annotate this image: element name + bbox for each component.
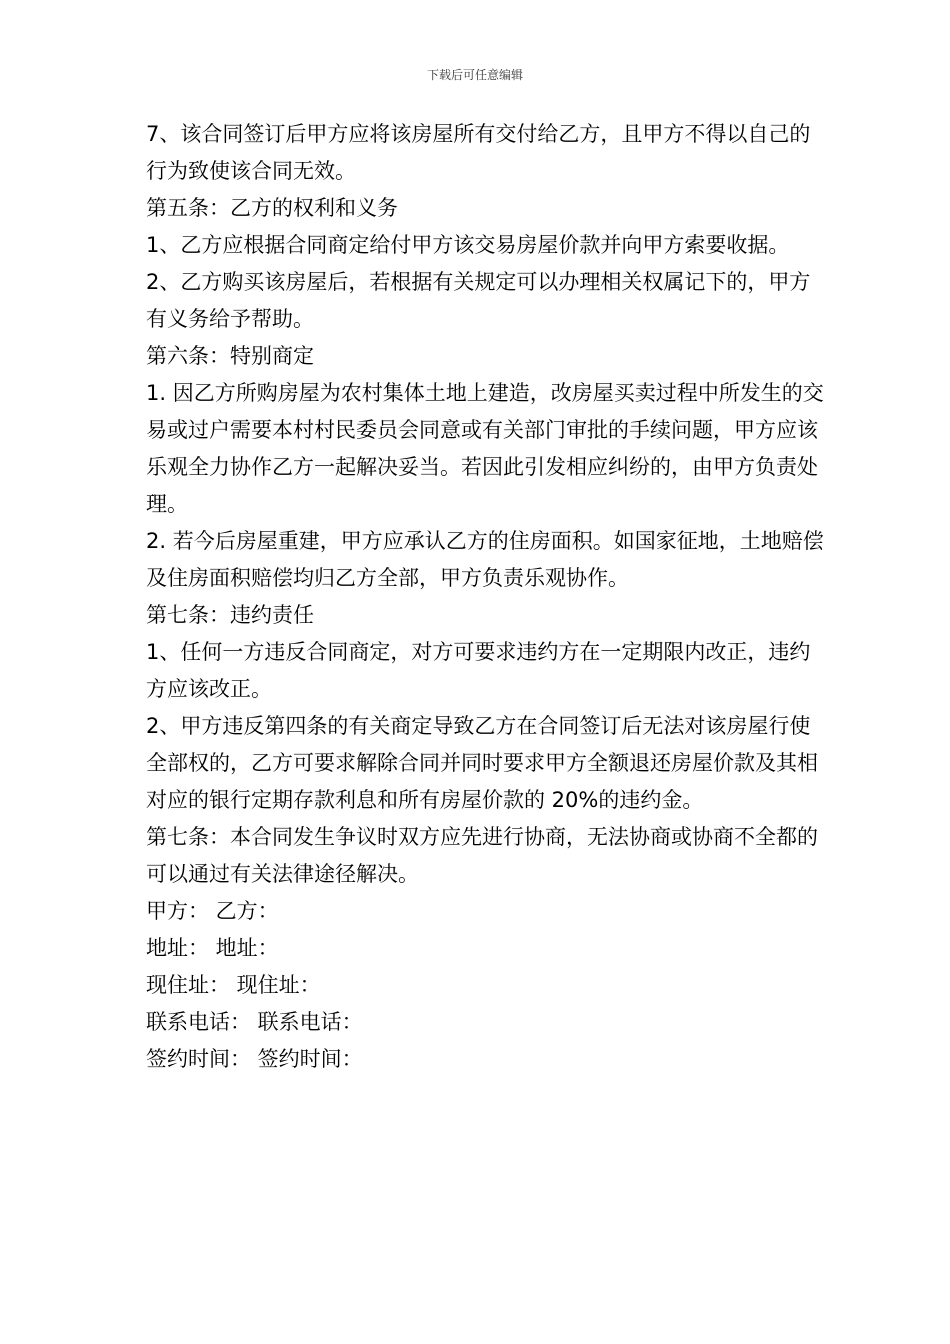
signature-date-line: 签约时间： 签约时间：: [146, 1047, 363, 1071]
signature-address-line: 地址： 地址：: [146, 936, 279, 960]
article-7-item-1: 1、任何一方违反合同商定，对方可要求违约方在一定期限内改正，违约方应该改正。: [146, 640, 811, 701]
clause-4-item-7: 7、该合同签订后甲方应将该房屋所有交付给乙方，且甲方不得以自己的行为致使该合同无效。: [146, 122, 811, 183]
article-7-dispute: 第七条：本合同发生争议时双方应先进行协商，无法协商或协商不全都的可以通过有关法律途径解决。: [146, 825, 818, 886]
signature-party-line: 甲方： 乙方：: [146, 899, 279, 923]
article-5-item-1: 1、乙方应根据合同商定给付甲方该交易房屋价款并向甲方索要收据。: [146, 233, 790, 257]
signature-phone-line: 联系电话： 联系电话：: [146, 1010, 363, 1034]
article-6-heading: 第六条：特别商定: [146, 344, 314, 368]
article-5-item-2: 2、乙方购买该房屋后，若根据有关规定可以办理相关权属记下的，甲方有义务给予帮助。: [146, 270, 811, 331]
article-7-item-2: 2、甲方违反第四条的有关商定导致乙方在合同签订后无法对该房屋行使全部权的，乙方可要求解除合同并同时要求甲方全额退还房屋价款及其相对应的银行定期存款利息和所有房屋价款的 20%的违约金。: [146, 714, 818, 812]
page-header: 下载后可任意编辑: [426, 68, 523, 82]
document-body: [146, 116, 826, 1078]
signature-current-address-line: 现住址： 现住址：: [146, 973, 321, 997]
article-6-item-1: 1. 因乙方所购房屋为农村集体土地上建造，改房屋买卖过程中所发生的交易或过户需要本村村民委员会同意或有关部门审批的手续问题，甲方应该乐观全力协作乙方一起解决妥当。若因此引发相应纠纷的，由甲方负责处理。: [146, 381, 824, 516]
article-5-heading: 第五条：乙方的权利和义务: [146, 196, 398, 220]
article-6-item-2: 2. 若今后房屋重建，甲方应承认乙方的住房面积。如国家征地，土地赔偿及住房面积赔偿均归乙方全部，甲方负责乐观协作。: [146, 529, 824, 590]
article-7-heading: 第七条：违约责任: [146, 603, 314, 627]
